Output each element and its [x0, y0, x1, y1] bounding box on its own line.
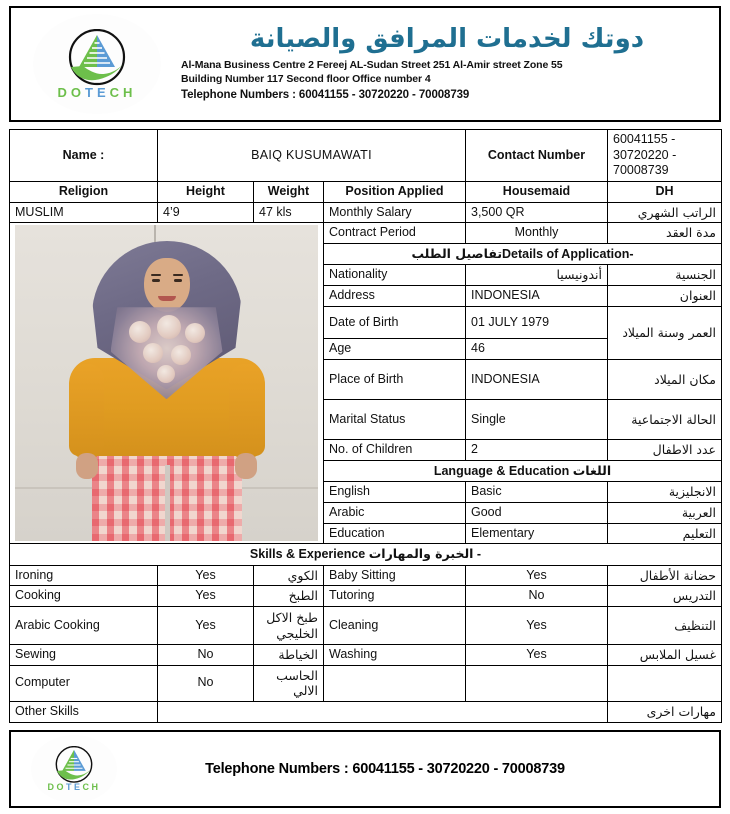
- detail-arabic-nationality: الجنسية: [608, 265, 722, 286]
- contract-period-arabic: مدة العقد: [608, 223, 722, 244]
- name-label: Name :: [10, 130, 158, 182]
- skill-arabic-sewing: الخياطة: [254, 645, 324, 666]
- skill-label-baby-sitting: Baby Sitting: [324, 565, 466, 586]
- skill-arabic-empty: [608, 665, 722, 701]
- detail-label-dob: Date of Birth: [324, 306, 466, 339]
- other-skills-label: Other Skills: [10, 701, 158, 722]
- table-row: [10, 565, 722, 586]
- weight-value: 47 kls: [254, 202, 324, 223]
- details-section-arabic: تفاصيل الطلب: [411, 245, 503, 261]
- detail-label-children: No. of Children: [324, 440, 466, 461]
- skills-section-arabic: الخبرة والمهارات: [368, 546, 474, 562]
- education-value: Elementary: [466, 523, 608, 544]
- skill-value-empty: [466, 665, 608, 701]
- skill-label-empty: [324, 665, 466, 701]
- language-label-arabic: Arabic: [324, 502, 466, 523]
- details-section-english: Details of Application-: [502, 246, 634, 261]
- currency-label: DH: [608, 181, 722, 202]
- skill-value-ironing: Yes: [158, 565, 254, 586]
- skill-value-washing: Yes: [466, 645, 608, 666]
- skill-arabic-arabic-cooking: طبخ الاكل الخليجي: [254, 607, 324, 645]
- skill-label-arabic-cooking: Arabic Cooking: [10, 607, 158, 645]
- skill-value-baby-sitting: Yes: [466, 565, 608, 586]
- skills-section-header: [10, 544, 722, 566]
- header-text-block: [177, 24, 713, 103]
- detail-arabic-dob-age: العمر وسنة الميلاد: [608, 306, 722, 359]
- detail-value-nationality: أندونيسيا: [466, 265, 608, 286]
- applicant-photo-image: [15, 225, 318, 541]
- skill-label-tutoring: Tutoring: [324, 586, 466, 607]
- attributes-header-row: [10, 181, 722, 202]
- skill-value-cleaning: Yes: [466, 607, 608, 645]
- detail-label-nationality: Nationality: [324, 265, 466, 286]
- detail-arabic-marital-status: الحالة الاجتماعية: [608, 400, 722, 440]
- contract-period-row: [10, 223, 722, 244]
- contact-number-value: 60041155 - 30720220 - 70008739: [608, 130, 722, 182]
- skill-arabic-ironing: الكوي: [254, 565, 324, 586]
- table-row: [10, 665, 722, 701]
- language-label-english: English: [324, 482, 466, 503]
- skill-label-computer: Computer: [10, 665, 158, 701]
- header-logo-area: [17, 14, 177, 114]
- company-arabic-title: دوتك لخدمات المرافق والصيانة: [249, 24, 645, 55]
- details-section-header: [324, 243, 722, 265]
- detail-label-marital-status: Marital Status: [324, 400, 466, 440]
- height-label: Height: [158, 181, 254, 202]
- letterhead-header: [9, 6, 721, 122]
- language-value-english: Basic: [466, 482, 608, 503]
- position-applied-label: Position Applied: [324, 181, 466, 202]
- monthly-salary-value: 3,500 QR: [466, 202, 608, 223]
- detail-arabic-address: العنوان: [608, 286, 722, 307]
- building-in-hand-icon: [62, 29, 132, 87]
- skill-label-washing: Washing: [324, 645, 466, 666]
- contract-period-value: Monthly: [466, 223, 608, 244]
- language-value-arabic: Good: [466, 502, 608, 523]
- dotech-wordmark: DOTECH: [57, 84, 137, 100]
- table-row: [10, 586, 722, 607]
- detail-value-children: 2: [466, 440, 608, 461]
- photo-face: [144, 258, 190, 312]
- detail-arabic-place-of-birth: مكان الميلاد: [608, 360, 722, 400]
- skills-section-header-row: [10, 544, 722, 566]
- detail-value-age: 46: [466, 339, 608, 360]
- skill-arabic-washing: غسيل الملابس: [608, 645, 722, 666]
- footer-telephone: Telephone Numbers : 60041155 - 30720220 - 70008739: [205, 760, 565, 777]
- address-line-1: Al-Mana Business Centre 2 Fereej AL-Sudan Street 251 Al-Amir street Zone 55: [181, 58, 563, 71]
- education-label: Education: [324, 523, 466, 544]
- detail-value-dob: 01 JULY 1979: [466, 306, 608, 339]
- language-arabic-arabic: العربية: [608, 502, 722, 523]
- skill-arabic-tutoring: التدريس: [608, 586, 722, 607]
- dotech-logo-footer: [31, 735, 117, 803]
- detail-label-age: Age: [324, 339, 466, 360]
- skill-value-computer: No: [158, 665, 254, 701]
- education-arabic: التعليم: [608, 523, 722, 544]
- document-footer: [9, 730, 721, 808]
- skill-value-sewing: No: [158, 645, 254, 666]
- detail-label-place-of-birth: Place of Birth: [324, 360, 466, 400]
- skills-section-english: Skills & Experience: [249, 547, 369, 562]
- skill-value-tutoring: No: [466, 586, 608, 607]
- language-section-header: [324, 460, 722, 482]
- name-row: [10, 130, 722, 182]
- footer-logo-area: [19, 735, 129, 803]
- detail-value-address: INDONESIA: [466, 286, 608, 307]
- skill-arabic-baby-sitting: حضانة الأطفال: [608, 565, 722, 586]
- skill-label-ironing: Ironing: [10, 565, 158, 586]
- language-section-arabic: اللغات: [572, 462, 612, 478]
- detail-value-place-of-birth: INDONESIA: [466, 360, 608, 400]
- address-line-2: Building Number 117 Second floor Office number 4: [181, 73, 431, 86]
- detail-value-marital-status: Single: [466, 400, 608, 440]
- religion-label: Religion: [10, 181, 158, 202]
- other-skills-row: [10, 701, 722, 722]
- contact-number-label: Contact Number: [466, 130, 608, 182]
- skill-arabic-cooking: الطبخ: [254, 586, 324, 607]
- detail-arabic-children: عدد الاطفال: [608, 440, 722, 461]
- weight-label: Weight: [254, 181, 324, 202]
- dotech-wordmark-footer: DOTECH: [47, 781, 101, 792]
- attributes-value-row: [10, 202, 722, 223]
- language-arabic-english: الانجليزية: [608, 482, 722, 503]
- table-row: [10, 607, 722, 645]
- skills-section-suffix: -: [473, 547, 482, 562]
- name-value: BAIQ KUSUMAWATI: [158, 130, 466, 182]
- table-row: [10, 645, 722, 666]
- height-value: 4’9: [158, 202, 254, 223]
- monthly-salary-label: Monthly Salary: [324, 202, 466, 223]
- detail-label-address: Address: [324, 286, 466, 307]
- language-section-english: Language & Education: [433, 463, 573, 478]
- contract-period-label: Contract Period: [324, 223, 466, 244]
- building-in-hand-icon: [51, 746, 97, 784]
- header-telephone: Telephone Numbers : 60041155 - 30720220 - 70008739: [181, 89, 470, 102]
- skill-arabic-computer: الحاسب الالي: [254, 665, 324, 701]
- position-applied-value: Housemaid: [466, 181, 608, 202]
- applicant-photo: [10, 223, 324, 544]
- religion-value: MUSLIM: [10, 202, 158, 223]
- monthly-salary-arabic: الراتب الشهري: [608, 202, 722, 223]
- skill-arabic-cleaning: التنظيف: [608, 607, 722, 645]
- skill-label-sewing: Sewing: [10, 645, 158, 666]
- skill-value-arabic-cooking: Yes: [158, 607, 254, 645]
- other-skills-arabic: مهارات اخرى: [608, 701, 722, 722]
- other-skills-value: [158, 701, 608, 722]
- dotech-logo: [33, 14, 161, 114]
- applicant-cv-table: [9, 129, 722, 723]
- skill-label-cleaning: Cleaning: [324, 607, 466, 645]
- skill-value-cooking: Yes: [158, 586, 254, 607]
- skill-label-cooking: Cooking: [10, 586, 158, 607]
